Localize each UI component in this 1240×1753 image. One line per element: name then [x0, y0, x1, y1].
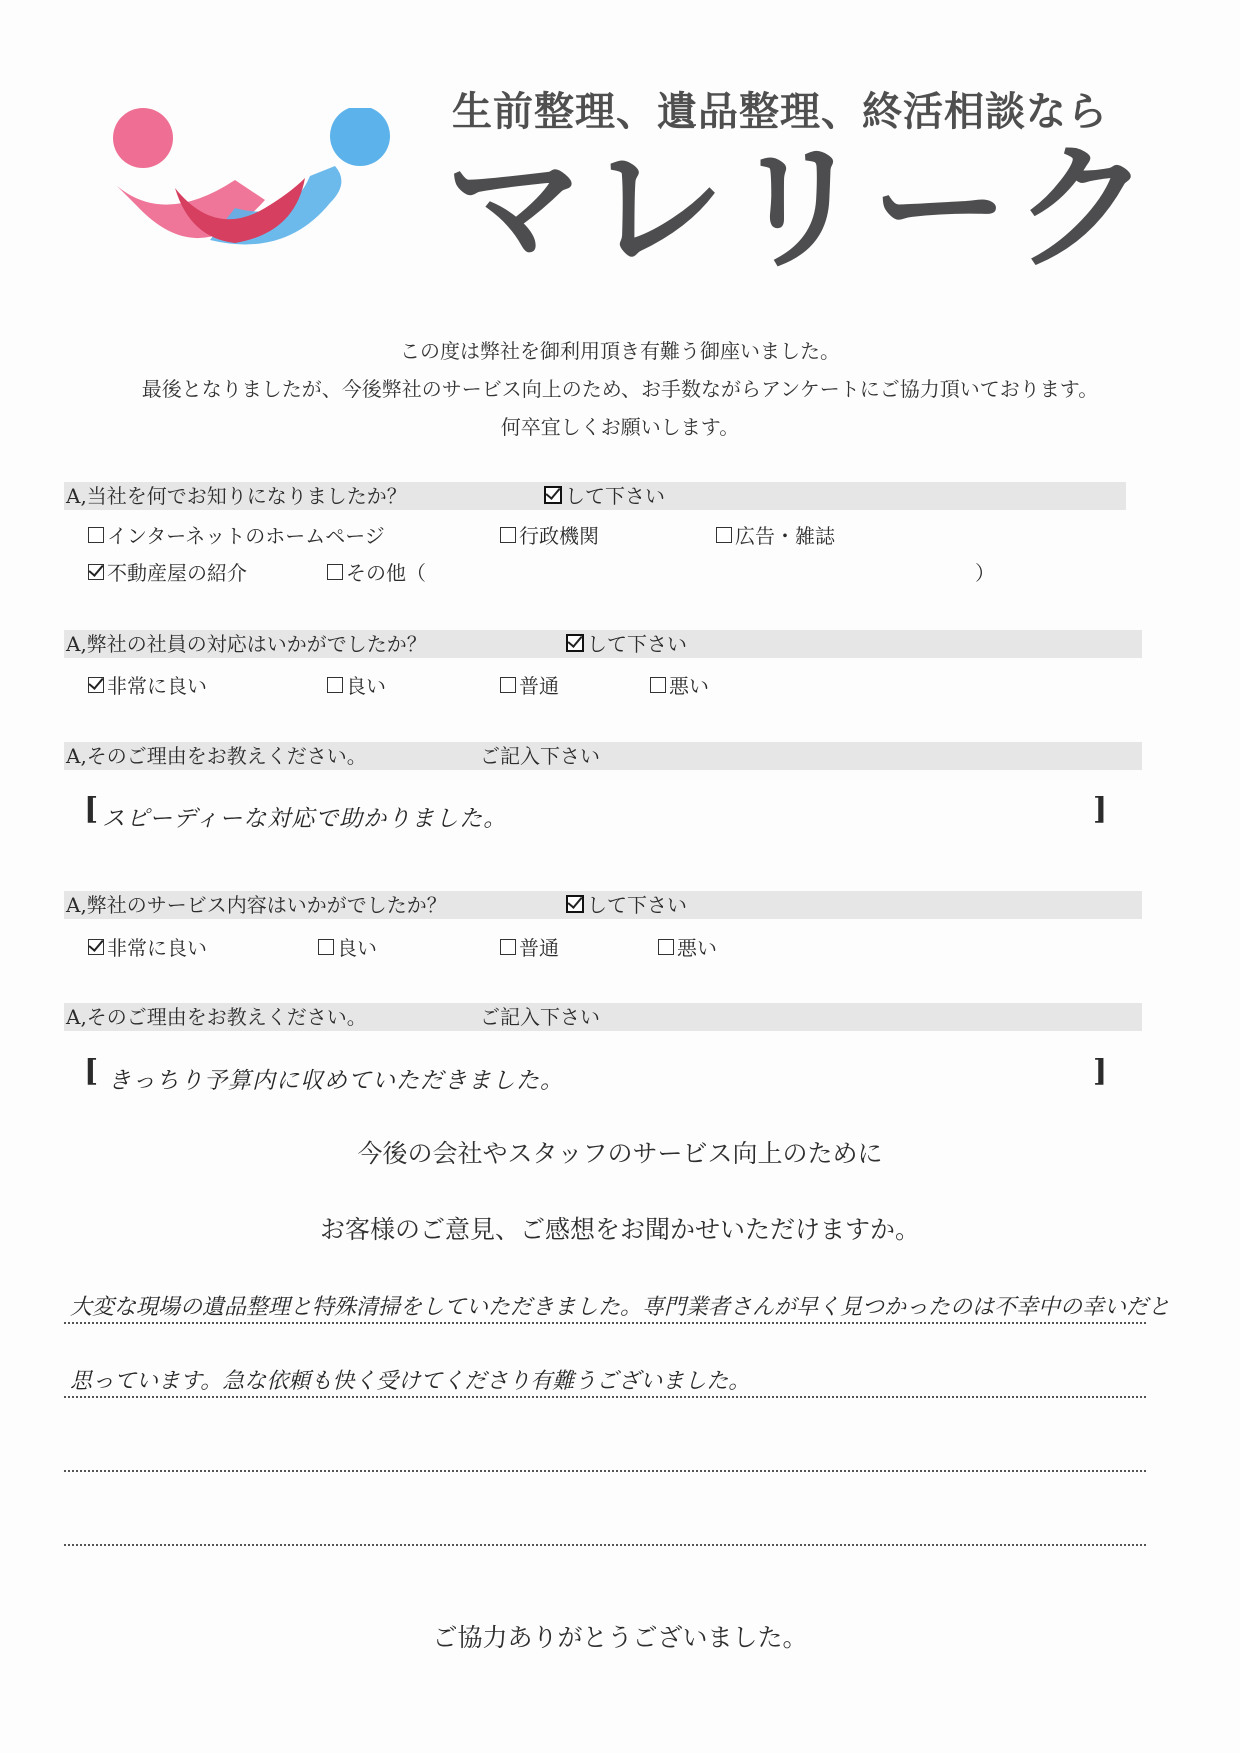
- q3-question: A,そのご理由をお教えください。: [66, 744, 367, 768]
- q4-hint: して下さい: [566, 891, 687, 919]
- intro-line-3: 何卒宜しくお願いします。: [500, 415, 740, 439]
- checkbox-checked[interactable]: [88, 939, 104, 955]
- checkbox[interactable]: [650, 677, 666, 693]
- q4-bar: [64, 891, 1142, 919]
- q2-option-average[interactable]: 普通: [500, 670, 559, 699]
- q2-option-good[interactable]: 良い: [327, 670, 386, 699]
- logo-blue-dot: [330, 108, 390, 166]
- dotted-line-4: [64, 1544, 1146, 1546]
- q1-other-close: ）: [975, 561, 995, 585]
- q1-option-ads[interactable]: 広告・雑誌: [716, 520, 835, 549]
- feedback-answer-line-2[interactable]: 思っています。急な依頼も快く受けてくださり有難うございました。: [70, 1369, 751, 1394]
- q4-question: A,弊社のサービス内容はいかがでしたか？: [66, 893, 447, 917]
- q2-option-very-good[interactable]: 非常に良い: [88, 670, 207, 699]
- logo-pink-dot: [113, 108, 173, 168]
- q4-option-very-good[interactable]: 非常に良い: [88, 932, 207, 961]
- q1-option-realestate[interactable]: 不動産屋の紹介: [88, 557, 247, 586]
- brand-name: マレリーク: [445, 128, 1156, 289]
- feedback-heading-1: 今後の会社やスタッフのサービス向上のために: [357, 1139, 883, 1168]
- intro-line-2: 最後となりましたが、今後弊社のサービス向上のため、お手数ながらアンケートにご協力頂いております。: [141, 377, 1099, 401]
- q1-hint: して下さい: [544, 482, 665, 510]
- checkbox-checked[interactable]: [88, 677, 104, 693]
- checkbox-icon: [566, 634, 584, 652]
- malerique-logo: [105, 108, 405, 278]
- q4-option-average[interactable]: 普通: [500, 932, 559, 961]
- q3-hint: ご記入下さい: [480, 744, 600, 768]
- q2-bar: [64, 630, 1142, 658]
- checkbox-checked[interactable]: [88, 564, 104, 580]
- q2-option-bad[interactable]: 悪い: [650, 670, 709, 699]
- dotted-line-3: [64, 1470, 1146, 1472]
- intro-line-1: この度は弊社を御利用頂き有難う御座いました。: [400, 339, 840, 363]
- checkbox[interactable]: [500, 677, 516, 693]
- checkbox-icon: [544, 486, 562, 504]
- q1-question: A,当社を何でお知りになりましたか？: [66, 484, 407, 508]
- checkbox[interactable]: [327, 677, 343, 693]
- q1-option-other[interactable]: その他（: [327, 557, 426, 586]
- checkbox[interactable]: [716, 527, 732, 543]
- q3-bracket-close: ]: [1093, 792, 1108, 827]
- q1-option-government[interactable]: 行政機関: [500, 520, 599, 549]
- tagline: 生前整理、遺品整理、終活相談なら: [452, 89, 1108, 135]
- checkbox[interactable]: [658, 939, 674, 955]
- q3-answer[interactable]: スピーディーな対応で助かりました。: [102, 806, 508, 832]
- q3-bar: [64, 742, 1142, 770]
- q2-hint: して下さい: [566, 630, 687, 658]
- q4-option-good[interactable]: 良い: [318, 932, 377, 961]
- dotted-line-1: [64, 1322, 1146, 1324]
- checkbox[interactable]: [500, 939, 516, 955]
- q3-bracket-open: [: [84, 792, 99, 827]
- q2-question: A,弊社の社員の対応はいかがでしたか？: [66, 632, 427, 656]
- q4-option-bad[interactable]: 悪い: [658, 932, 717, 961]
- checkbox[interactable]: [318, 939, 334, 955]
- footer-thanks: ご協力ありがとうございました。: [432, 1623, 808, 1652]
- q5-bracket-close: ]: [1093, 1054, 1108, 1089]
- q5-bar: [64, 1003, 1142, 1031]
- q1-bar: [64, 482, 1126, 510]
- feedback-heading-2: お客様のご意見、ご感想をお聞かせいただけますか。: [319, 1215, 920, 1244]
- checkbox[interactable]: [327, 564, 343, 580]
- checkbox[interactable]: [88, 527, 104, 543]
- dotted-line-2: [64, 1396, 1146, 1398]
- q5-bracket-open: [: [84, 1054, 99, 1089]
- q5-answer[interactable]: きっちり予算内に収めていただきました。: [108, 1068, 564, 1094]
- checkbox-icon: [566, 895, 584, 913]
- q5-hint: ご記入下さい: [480, 1005, 600, 1029]
- q1-option-internet[interactable]: インターネットのホームページ: [88, 520, 385, 549]
- checkbox[interactable]: [500, 527, 516, 543]
- q5-question: A,そのご理由をお教えください。: [66, 1005, 367, 1029]
- feedback-answer-line-1[interactable]: 大変な現場の遺品整理と特殊清掃をしていただきました。専門業者さんが早く見つかったのは不幸中の幸いだと: [70, 1295, 1171, 1320]
